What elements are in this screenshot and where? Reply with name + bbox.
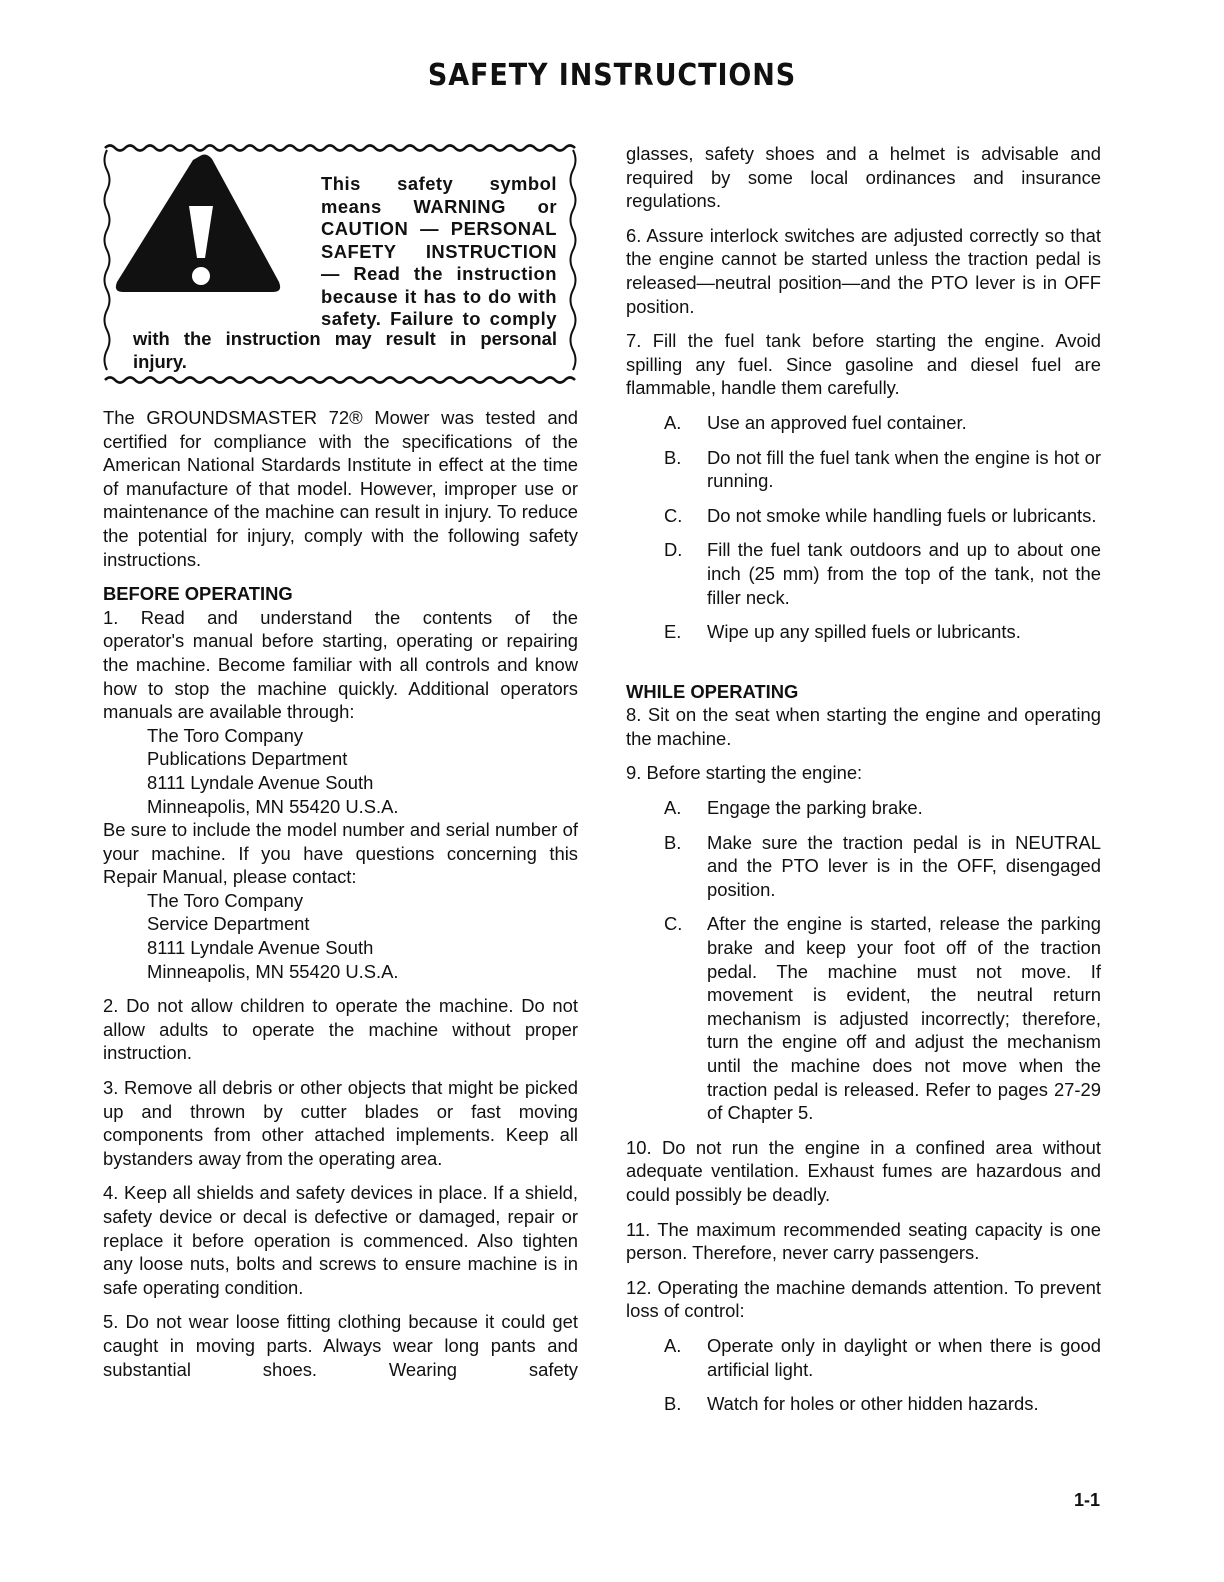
sub-text: Do not smoke while handling fuels or lubricants. xyxy=(707,504,1097,526)
publications-address xyxy=(103,724,578,818)
address-line: Service Department xyxy=(147,913,310,935)
sub-letter: C. xyxy=(664,504,683,526)
item-7-sub-c xyxy=(626,504,1101,528)
right-column xyxy=(626,142,1101,1427)
service-address xyxy=(103,889,578,983)
warning-box xyxy=(103,140,581,388)
item-9-sub-c xyxy=(626,912,1101,1124)
item-9-sub-b xyxy=(626,831,1101,902)
address-line: 8111 Lyndale Avenue South xyxy=(147,771,374,793)
warning-text-tail: with the instruction may result in personal injury. xyxy=(133,328,557,372)
address-line: Minneapolis, MN 55420 U.S.A. xyxy=(147,960,399,982)
sub-text: Use an approved fuel container. xyxy=(707,411,967,433)
item-6: 6. Assure interlock switches are adjusted correctly so that the engine cannot be started unless the traction pedal is released—neutral position—and the PTO lever is in OFF position. xyxy=(626,224,1101,317)
sub-letter: C. xyxy=(664,913,683,935)
item-7-sub-e xyxy=(626,620,1101,644)
item-11: 11. The maximum recommended seating capacity is one person. Therefore, never carry passengers. xyxy=(626,1218,1101,1264)
item-5: 5. Do not wear loose fitting clothing because it could get caught in moving parts. Always wear long pants and substantial shoes. Wearing safety xyxy=(103,1311,578,1380)
sub-text: Make sure the traction pedal is in NEUTRAL and the PTO lever is in the OFF, disengaged position. xyxy=(707,831,1101,900)
sub-text: Watch for holes or other hidden hazards. xyxy=(707,1393,1039,1415)
warning-line: This safety symbol xyxy=(321,173,557,194)
section-heading-before-operating: BEFORE OPERATING xyxy=(103,583,293,605)
sub-letter: B. xyxy=(664,1393,682,1415)
sub-text: Operate only in daylight or when there is good artificial light. xyxy=(707,1334,1101,1380)
item-12-sub-b xyxy=(626,1392,1101,1416)
warning-line: CAUTION — PERSONAL xyxy=(321,218,557,239)
sub-letter: A. xyxy=(664,411,682,433)
item-3: 3. Remove all debris or other objects that might be picked up and thrown by cutter blades or fast moving components from other attached implements. Keep all bystanders away from the operating area. xyxy=(103,1077,578,1169)
sub-text: Do not fill the fuel tank when the engine is hot or running. xyxy=(707,446,1101,492)
warning-line: SAFETY INSTRUCTION xyxy=(321,240,557,262)
address-line: The Toro Company xyxy=(147,889,304,911)
item-1-first-line: 1. Read and understand the contents of the xyxy=(103,606,578,628)
item-10: 10. Do not run the engine in a confined area without adequate ventilation. Exhaust fumes are hazardous and could possibly be deadly. xyxy=(626,1136,1101,1205)
sub-letter: B. xyxy=(664,831,682,853)
item-9-sub-a xyxy=(626,796,1101,820)
sub-letter: B. xyxy=(664,446,682,468)
item-9: 9. Before starting the engine: xyxy=(626,762,863,784)
item-7-sub-b xyxy=(626,446,1101,493)
item-7: 7. Fill the fuel tank before starting the engine. Avoid spilling any fuel. Since gasoline and diesel fuel are flammable, handle them carefully. xyxy=(626,330,1101,399)
sub-text: Engage the parking brake. xyxy=(707,797,923,819)
sub-letter: E. xyxy=(664,621,682,643)
warning-line: means WARNING or xyxy=(321,195,557,217)
sub-text: Wipe up any spilled fuels or lubricants. xyxy=(707,621,1021,643)
sub-letter: A. xyxy=(664,1334,682,1356)
item-1-text: operator's manual before starting, operating or repairing the machine. Become familiar with all controls and know how to stop the machine quickly. Additional operators manuals are available through: xyxy=(103,630,578,723)
address-line: 8111 Lyndale Avenue South xyxy=(147,937,374,959)
warning-text xyxy=(321,173,557,331)
address-line: Minneapolis, MN 55420 U.S.A. xyxy=(147,795,399,817)
warning-line: because it has to do with xyxy=(321,285,557,307)
item-12: 12. Operating the machine demands attention. To prevent loss of control: xyxy=(626,1276,1101,1322)
warning-line: safety. Failure to comply xyxy=(321,308,557,329)
sub-letter: A. xyxy=(664,797,682,819)
intro-paragraph: The GROUNDSMASTER 72® Mower was tested and certified for compliance with the specifications of the American National Stardards Institute in effect at the time of manufacture of that model. However, improper use or maintenance of the machine can result in injury. To reduce the potential for injury, comply with the following safety instructions. xyxy=(103,407,578,570)
item-8: 8. Sit on the seat when starting the engine and operating the machine. xyxy=(626,704,1101,749)
warning-line: — Read the instruction xyxy=(321,263,557,284)
section-heading-while-operating: WHILE OPERATING xyxy=(626,680,799,702)
sub-letter: D. xyxy=(664,539,683,561)
page-number: 1-1 xyxy=(1074,1490,1101,1510)
item-2: 2. Do not allow children to operate the machine. Do not allow adults to operate the machine without proper instruction. xyxy=(103,995,578,1064)
item-12-sub-a xyxy=(626,1334,1101,1381)
item-4: 4. Keep all shields and safety devices in place. If a shield, safety device or decal is defective or damaged, repair or replace it before operation is commenced. Also tighten any loose nuts, bolts and screws to ensure machine is in safe operating condition. xyxy=(103,1182,578,1298)
page-title: SAFETY INSTRUCTIONS xyxy=(427,58,797,93)
warning-triangle-icon xyxy=(116,155,280,292)
sub-text: After the engine is started, release the parking brake and keep your foot off of the traction pedal. The machine must not move. If movement is evident, the neutral return mechanism is adjusted incorrectly; therefore, turn the engine off and adjust the mechanism until the machine does not move when the traction pedal is released. Refer to pages 27-29 of Chapter 5. xyxy=(707,913,1101,1124)
sub-text: Fill the fuel tank outdoors and up to about one inch (25 mm) from the top of the tank, not the filler neck. xyxy=(707,539,1101,608)
address-line: Publications Department xyxy=(147,748,348,770)
item-1-text-b: Be sure to include the model number and serial number of your machine. If you have questions concerning this Repair Manual, please contact: xyxy=(103,819,578,888)
address-line: The Toro Company xyxy=(147,724,304,746)
item-7-sub-d xyxy=(626,538,1101,609)
item-7-sub-a xyxy=(626,411,1101,435)
left-column xyxy=(103,140,578,1392)
item-5-continued: glasses, safety shoes and a helmet is advisable and required by some local ordinances and insurance regulations. xyxy=(626,143,1101,212)
